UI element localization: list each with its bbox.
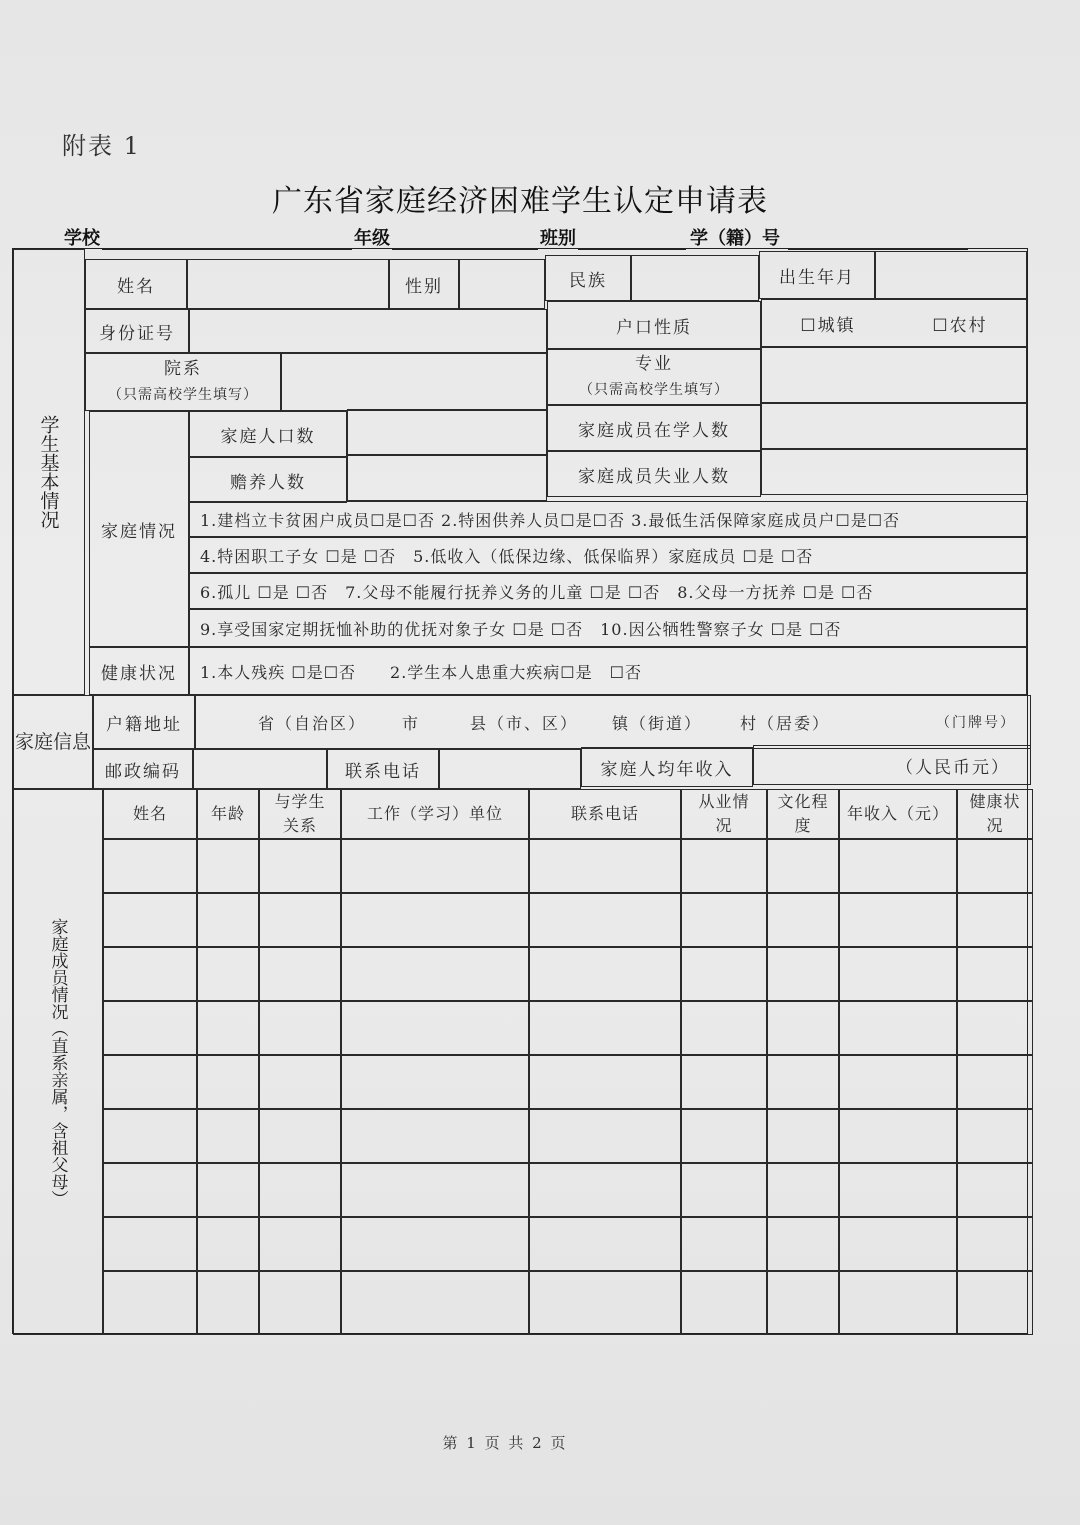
- family-size-input[interactable]: [347, 409, 547, 455]
- family-item-4[interactable]: 9.享受国家定期抚恤补助的优抚对象子女 ☐是 ☐否 10.因公牺牲警察子女 ☐是 ☐否: [189, 609, 1027, 647]
- major-label-cell: [547, 349, 761, 405]
- member-cell[interactable]: [767, 1163, 839, 1217]
- ethnicity-input[interactable]: [631, 255, 759, 301]
- member-cell[interactable]: [103, 1271, 197, 1335]
- member-cell[interactable]: [197, 839, 259, 893]
- ethnicity-label: 民族: [545, 255, 631, 301]
- member-cell[interactable]: [259, 1001, 341, 1055]
- name-label: 姓名: [85, 259, 187, 309]
- member-cell[interactable]: [259, 947, 341, 1001]
- town-label: 镇（街道）: [612, 713, 703, 733]
- dependents-label: 赡养人数: [189, 457, 347, 503]
- member-col-label: 年收入（元）: [846, 804, 949, 823]
- section-members: 家庭成员情况（直系亲属，含祖父母）: [13, 789, 103, 1335]
- member-cell[interactable]: [839, 1001, 957, 1055]
- door-label: （门牌号）: [936, 715, 1016, 731]
- member-cell[interactable]: [197, 1271, 259, 1335]
- member-cell[interactable]: [839, 1163, 957, 1217]
- section-family-info: 家庭信息: [13, 695, 93, 789]
- member-cell[interactable]: [103, 893, 197, 947]
- form-title: 广东省家庭经济困难学生认定申请表: [272, 184, 768, 219]
- member-col-label: 从业情况: [698, 792, 750, 835]
- unemployed-label: 家庭成员失业人数: [547, 451, 761, 497]
- member-cell[interactable]: [529, 1271, 681, 1335]
- unemployed-input[interactable]: [761, 449, 1027, 495]
- member-cell[interactable]: [957, 947, 1033, 1001]
- member-cell[interactable]: [681, 1163, 767, 1217]
- member-cell[interactable]: [341, 1163, 529, 1217]
- member-cell[interactable]: [529, 1163, 681, 1217]
- province-label: 省（自治区）: [258, 713, 367, 733]
- member-cell[interactable]: [957, 1109, 1033, 1163]
- birth-input[interactable]: [875, 251, 1027, 299]
- member-cell[interactable]: [529, 1109, 681, 1163]
- member-col-label: 文化程度: [777, 792, 829, 835]
- member-cell[interactable]: [197, 893, 259, 947]
- member-cell[interactable]: [259, 1055, 341, 1109]
- member-cell[interactable]: [197, 1109, 259, 1163]
- dept-note: （只需高校学生填写）: [108, 387, 258, 403]
- school-field[interactable]: [102, 229, 352, 250]
- member-cell[interactable]: [103, 1109, 197, 1163]
- address-input[interactable]: [195, 695, 1031, 749]
- family-item-2[interactable]: 4.特困职工子女 ☐是 ☐否 5.低收入（低保边缘、低保临界）家庭成员 ☐是 ☐否: [189, 537, 1027, 573]
- member-cell[interactable]: [681, 1055, 767, 1109]
- id-input[interactable]: [189, 309, 547, 353]
- income-label: 家庭人均年收入: [581, 747, 753, 787]
- member-cell[interactable]: [103, 1001, 197, 1055]
- family-size-label: 家庭人口数: [189, 411, 347, 457]
- hukou-options[interactable]: [761, 299, 1027, 347]
- member-col-header: [197, 789, 259, 839]
- member-col-label: 工作（学习）单位: [366, 804, 503, 823]
- member-col-header: [103, 789, 197, 839]
- member-cell[interactable]: [839, 1217, 957, 1271]
- member-cell[interactable]: [681, 1271, 767, 1335]
- rmb-label: （人民币元）: [896, 757, 1010, 778]
- member-cell[interactable]: [529, 893, 681, 947]
- member-cell[interactable]: [957, 1001, 1033, 1055]
- member-cell[interactable]: [767, 839, 839, 893]
- member-cell[interactable]: [681, 893, 767, 947]
- member-cell[interactable]: [259, 1217, 341, 1271]
- dept-input[interactable]: [281, 353, 547, 411]
- member-cell[interactable]: [341, 893, 529, 947]
- member-col-header: [957, 789, 1033, 839]
- address-label: 户籍地址: [93, 695, 195, 749]
- member-cell[interactable]: [681, 1217, 767, 1271]
- member-cell[interactable]: [767, 1217, 839, 1271]
- member-col-header: [681, 789, 767, 839]
- id-label: 身份证号: [85, 309, 189, 353]
- major-note: （只需高校学生填写）: [579, 382, 729, 398]
- member-cell[interactable]: [341, 947, 529, 1001]
- family-item-3[interactable]: 6.孤儿 ☐是 ☐否 7.父母不能履行抚养义务的儿童 ☐是 ☐否 8.父母一方抚养 ☐是 ☐否: [189, 573, 1027, 609]
- member-cell[interactable]: [839, 839, 957, 893]
- student-no-label: 学（籍）号: [690, 228, 780, 249]
- member-cell[interactable]: [197, 1055, 259, 1109]
- member-col-header: [529, 789, 681, 839]
- member-cell[interactable]: [529, 1001, 681, 1055]
- member-cell[interactable]: [767, 947, 839, 1001]
- member-col-header: [839, 789, 957, 839]
- member-cell[interactable]: [259, 893, 341, 947]
- member-cell[interactable]: [259, 1109, 341, 1163]
- member-cell[interactable]: [197, 947, 259, 1001]
- gender-input[interactable]: [459, 259, 545, 309]
- member-cell[interactable]: [197, 1163, 259, 1217]
- member-col-header: [341, 789, 529, 839]
- member-cell[interactable]: [103, 1055, 197, 1109]
- member-col-label: 联系电话: [570, 804, 639, 823]
- school-label: 学校: [64, 228, 100, 249]
- major-label: 专业: [635, 354, 673, 374]
- member-cell[interactable]: [767, 1109, 839, 1163]
- member-cell[interactable]: [259, 1163, 341, 1217]
- phone-input[interactable]: [439, 749, 581, 789]
- grade-field[interactable]: [392, 229, 538, 250]
- dept-label: 院系: [164, 359, 202, 379]
- member-col-label: 姓名: [132, 804, 167, 823]
- postcode-input[interactable]: [193, 749, 327, 789]
- member-cell[interactable]: [839, 1109, 957, 1163]
- section-basic: 学生基本情况: [13, 249, 85, 695]
- member-cell[interactable]: [681, 947, 767, 1001]
- phone-label: 联系电话: [327, 749, 439, 789]
- member-cell[interactable]: [839, 893, 957, 947]
- village-label: 村（居委）: [740, 713, 831, 733]
- rural-checkbox[interactable]: ☐农村: [932, 315, 988, 336]
- member-cell[interactable]: [957, 839, 1033, 893]
- member-cell[interactable]: [259, 1271, 341, 1335]
- health-label: 健康状况: [89, 647, 189, 695]
- member-cell[interactable]: [767, 893, 839, 947]
- member-cell[interactable]: [681, 1109, 767, 1163]
- member-cell[interactable]: [839, 947, 957, 1001]
- in-school-input[interactable]: [761, 403, 1027, 449]
- income-input[interactable]: [753, 745, 1031, 785]
- member-col-label: 年龄: [210, 804, 245, 823]
- member-cell[interactable]: [529, 1055, 681, 1109]
- urban-checkbox[interactable]: ☐城镇: [800, 315, 856, 336]
- hukou-label: 户口性质: [547, 301, 761, 349]
- member-col-label: 健康状况: [969, 792, 1021, 835]
- member-cell[interactable]: [341, 1001, 529, 1055]
- member-cell[interactable]: [767, 1271, 839, 1335]
- grade-label: 年级: [354, 228, 390, 249]
- major-input[interactable]: [761, 347, 1027, 403]
- member-cell[interactable]: [197, 1001, 259, 1055]
- member-col-header: [767, 789, 839, 839]
- member-cell[interactable]: [103, 1163, 197, 1217]
- member-cell[interactable]: [681, 839, 767, 893]
- dept-label-cell: [85, 353, 281, 411]
- county-label: 县（市、区）: [470, 713, 579, 733]
- member-cell[interactable]: [681, 1001, 767, 1055]
- name-input[interactable]: [187, 259, 389, 309]
- member-cell[interactable]: [197, 1217, 259, 1271]
- member-cell[interactable]: [103, 839, 197, 893]
- member-cell[interactable]: [341, 1271, 529, 1335]
- member-cell[interactable]: [341, 1055, 529, 1109]
- member-cell[interactable]: [103, 1217, 197, 1271]
- member-cell[interactable]: [341, 1109, 529, 1163]
- city-label: 市: [402, 713, 421, 733]
- member-cell[interactable]: [767, 1055, 839, 1109]
- in-school-label: 家庭成员在学人数: [547, 405, 761, 451]
- family-item-1[interactable]: 1.建档立卡贫困户成员☐是☐否 2.特困供养人员☐是☐否 3.最低生活保障家庭成员户☐是☐否: [189, 501, 1027, 537]
- member-cell[interactable]: [957, 1217, 1033, 1271]
- class-label: 班别: [540, 228, 576, 249]
- application-form: [12, 248, 1028, 1334]
- member-cell[interactable]: [957, 1055, 1033, 1109]
- member-cell[interactable]: [529, 839, 681, 893]
- member-cell[interactable]: [259, 839, 341, 893]
- member-col-label: 与学生关系: [274, 792, 326, 835]
- member-cell[interactable]: [341, 1217, 529, 1271]
- member-cell[interactable]: [529, 1217, 681, 1271]
- student-no-field[interactable]: [788, 229, 968, 250]
- page-footer: 第 1 页 共 2 页: [442, 1434, 568, 1452]
- member-cell[interactable]: [957, 1163, 1033, 1217]
- gender-label: 性别: [389, 259, 459, 309]
- member-cell[interactable]: [957, 893, 1033, 947]
- health-options[interactable]: 1.本人残疾 ☐是☐否 2.学生本人患重大疾病☐是 ☐否: [189, 647, 1027, 695]
- member-cell[interactable]: [957, 1271, 1033, 1335]
- member-cell[interactable]: [839, 1055, 957, 1109]
- attachment-label: 附表 1: [62, 132, 141, 160]
- dependents-input[interactable]: [347, 455, 547, 501]
- member-cell[interactable]: [341, 839, 529, 893]
- class-field[interactable]: [578, 229, 686, 250]
- member-cell[interactable]: [839, 1271, 957, 1335]
- birth-label: 出生年月: [759, 251, 875, 299]
- member-col-header: [259, 789, 341, 839]
- member-cell[interactable]: [529, 947, 681, 1001]
- postcode-label: 邮政编码: [93, 749, 193, 789]
- family-situation-label: 家庭情况: [89, 411, 189, 647]
- member-cell[interactable]: [767, 1001, 839, 1055]
- member-cell[interactable]: [103, 947, 197, 1001]
